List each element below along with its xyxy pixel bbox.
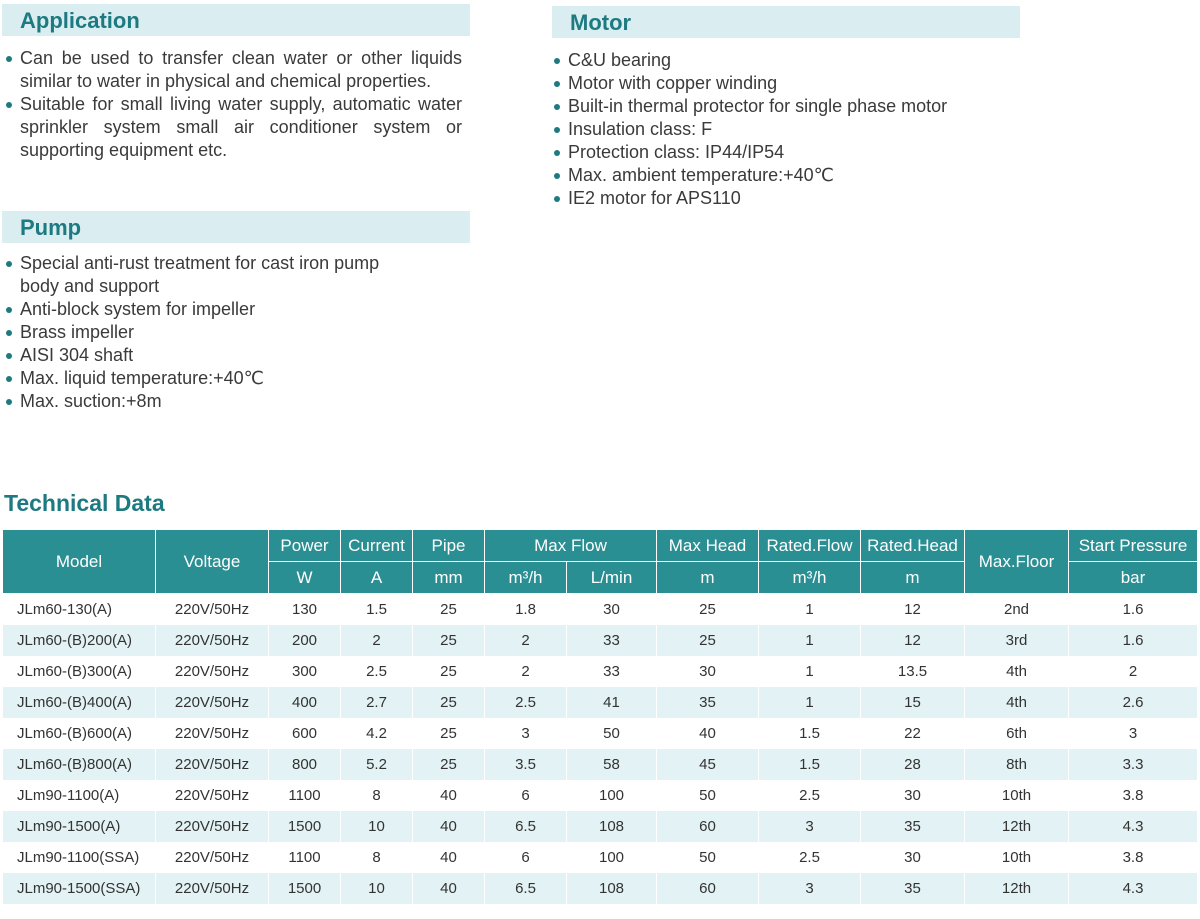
- pump-item: Anti-block system for impeller: [6, 298, 416, 321]
- cell-voltage: 220V/50Hz: [156, 625, 269, 656]
- technical-data-table: [2, 529, 1198, 904]
- header-voltage: Voltage: [156, 530, 269, 594]
- bullet-icon: [6, 102, 12, 108]
- cell-flow-lmin: 108: [567, 811, 657, 842]
- cell-voltage: 220V/50Hz: [156, 687, 269, 718]
- cell-start-pressure: 4.3: [1069, 873, 1198, 904]
- cell-pipe: 40: [413, 811, 485, 842]
- table-row: [3, 873, 1198, 904]
- table-row: [3, 718, 1198, 749]
- cell-max-head: 50: [657, 842, 759, 873]
- motor-item: Built-in thermal protector for single phase motor: [554, 95, 1014, 118]
- bullet-icon: [554, 81, 560, 87]
- bullet-icon: [554, 173, 560, 179]
- bullet-icon: [554, 127, 560, 133]
- cell-current: 2: [341, 625, 413, 656]
- cell-pipe: 25: [413, 749, 485, 780]
- cell-current: 5.2: [341, 749, 413, 780]
- cell-max-head: 50: [657, 780, 759, 811]
- cell-max-head: 25: [657, 594, 759, 626]
- cell-pipe: 40: [413, 842, 485, 873]
- cell-rated-flow: 2.5: [759, 780, 861, 811]
- cell-model: JLm90-1500(SSA): [3, 873, 156, 904]
- header-rated-head: Rated.Head: [861, 530, 965, 562]
- motor-item: Motor with copper winding: [554, 72, 1014, 95]
- bullet-icon: [6, 376, 12, 382]
- pump-item: Max. liquid temperature:+40℃: [6, 367, 416, 390]
- cell-rated-head: 30: [861, 842, 965, 873]
- cell-start-pressure: 1.6: [1069, 625, 1198, 656]
- cell-rated-flow: 1: [759, 625, 861, 656]
- cell-model: JLm60-(B)200(A): [3, 625, 156, 656]
- cell-max-floor: 2nd: [965, 594, 1069, 626]
- cell-voltage: 220V/50Hz: [156, 842, 269, 873]
- cell-pipe: 25: [413, 625, 485, 656]
- header-start-pressure: Start Pressure: [1069, 530, 1198, 562]
- table-row: [3, 656, 1198, 687]
- cell-rated-flow: 2.5: [759, 842, 861, 873]
- cell-flow-m3h: 6.5: [485, 873, 567, 904]
- table-row: [3, 749, 1198, 780]
- cell-max-floor: 10th: [965, 780, 1069, 811]
- pump-item: AISI 304 shaft: [6, 344, 416, 367]
- pump-title: Pump: [20, 215, 82, 240]
- cell-max-floor: 3rd: [965, 625, 1069, 656]
- motor-item: IE2 motor for APS110: [554, 187, 1014, 210]
- cell-rated-flow: 1.5: [759, 718, 861, 749]
- table-row: [3, 625, 1198, 656]
- motor-title: Motor: [570, 10, 632, 35]
- cell-flow-lmin: 33: [567, 656, 657, 687]
- unit-max-head: m: [657, 562, 759, 594]
- cell-power: 1500: [269, 873, 341, 904]
- cell-flow-lmin: 33: [567, 625, 657, 656]
- unit-power: W: [269, 562, 341, 594]
- header-power: Power: [269, 530, 341, 562]
- cell-current: 8: [341, 780, 413, 811]
- cell-current: 1.5: [341, 594, 413, 626]
- cell-flow-m3h: 2: [485, 625, 567, 656]
- cell-pipe: 25: [413, 687, 485, 718]
- cell-pipe: 25: [413, 718, 485, 749]
- cell-pipe: 40: [413, 873, 485, 904]
- cell-rated-head: 15: [861, 687, 965, 718]
- cell-flow-lmin: 108: [567, 873, 657, 904]
- cell-current: 2.7: [341, 687, 413, 718]
- cell-flow-m3h: 6.5: [485, 811, 567, 842]
- cell-start-pressure: 3.8: [1069, 842, 1198, 873]
- cell-max-head: 35: [657, 687, 759, 718]
- header-max-floor: Max.Floor: [965, 530, 1069, 594]
- cell-max-head: 25: [657, 625, 759, 656]
- cell-max-floor: 4th: [965, 687, 1069, 718]
- cell-max-floor: 12th: [965, 811, 1069, 842]
- application-item: Can be used to transfer clean water or other liquids similar to water in physical and chemical properties.: [6, 47, 462, 93]
- table-row: [3, 594, 1198, 626]
- cell-max-head: 45: [657, 749, 759, 780]
- cell-model: JLm90-1500(A): [3, 811, 156, 842]
- cell-max-floor: 6th: [965, 718, 1069, 749]
- application-header-bar: [2, 4, 470, 36]
- application-list: [6, 47, 462, 162]
- cell-power: 1500: [269, 811, 341, 842]
- cell-rated-flow: 3: [759, 873, 861, 904]
- cell-power: 400: [269, 687, 341, 718]
- cell-start-pressure: 3.3: [1069, 749, 1198, 780]
- pump-item: Special anti-rust treatment for cast iron pump body and support: [6, 252, 416, 298]
- cell-flow-lmin: 30: [567, 594, 657, 626]
- cell-model: JLm60-(B)800(A): [3, 749, 156, 780]
- header-max-head: Max Head: [657, 530, 759, 562]
- unit-start-pressure: bar: [1069, 562, 1198, 594]
- cell-rated-flow: 1: [759, 687, 861, 718]
- cell-flow-lmin: 41: [567, 687, 657, 718]
- header-rated-flow: Rated.Flow: [759, 530, 861, 562]
- cell-current: 10: [341, 811, 413, 842]
- cell-max-floor: 4th: [965, 656, 1069, 687]
- cell-model: JLm90-1100(A): [3, 780, 156, 811]
- bullet-icon: [6, 353, 12, 359]
- cell-rated-head: 30: [861, 780, 965, 811]
- cell-pipe: 25: [413, 656, 485, 687]
- motor-item: Insulation class: F: [554, 118, 1014, 141]
- motor-item: Protection class: IP44/IP54: [554, 141, 1014, 164]
- cell-voltage: 220V/50Hz: [156, 873, 269, 904]
- bullet-icon: [6, 307, 12, 313]
- cell-current: 8: [341, 842, 413, 873]
- unit-flow-lmin: L/min: [567, 562, 657, 594]
- cell-max-head: 30: [657, 656, 759, 687]
- cell-rated-head: 28: [861, 749, 965, 780]
- cell-rated-head: 22: [861, 718, 965, 749]
- cell-rated-head: 35: [861, 811, 965, 842]
- bullet-icon: [6, 56, 12, 62]
- bullet-icon: [554, 58, 560, 64]
- motor-item: Max. ambient temperature:+40℃: [554, 164, 1014, 187]
- cell-flow-lmin: 58: [567, 749, 657, 780]
- cell-rated-flow: 3: [759, 811, 861, 842]
- cell-flow-m3h: 1.8: [485, 594, 567, 626]
- cell-start-pressure: 2: [1069, 656, 1198, 687]
- cell-voltage: 220V/50Hz: [156, 718, 269, 749]
- application-title: Application: [20, 8, 140, 33]
- cell-voltage: 220V/50Hz: [156, 594, 269, 626]
- cell-model: JLm60-130(A): [3, 594, 156, 626]
- cell-voltage: 220V/50Hz: [156, 749, 269, 780]
- bullet-icon: [6, 261, 12, 267]
- cell-pipe: 25: [413, 594, 485, 626]
- cell-rated-flow: 1.5: [759, 749, 861, 780]
- table-header-row: [3, 530, 1198, 562]
- cell-model: JLm60-(B)300(A): [3, 656, 156, 687]
- header-current: Current: [341, 530, 413, 562]
- cell-flow-m3h: 3.5: [485, 749, 567, 780]
- cell-start-pressure: 4.3: [1069, 811, 1198, 842]
- cell-max-floor: 8th: [965, 749, 1069, 780]
- table-row: [3, 780, 1198, 811]
- motor-header-bar: [552, 6, 1020, 38]
- bullet-icon: [554, 104, 560, 110]
- motor-item: C&U bearing: [554, 49, 1014, 72]
- cell-flow-lmin: 50: [567, 718, 657, 749]
- cell-flow-m3h: 2.5: [485, 687, 567, 718]
- unit-rated-flow: m³/h: [759, 562, 861, 594]
- cell-power: 1100: [269, 842, 341, 873]
- cell-flow-m3h: 3: [485, 718, 567, 749]
- cell-flow-m3h: 6: [485, 842, 567, 873]
- header-model: Model: [3, 530, 156, 594]
- cell-current: 10: [341, 873, 413, 904]
- cell-rated-head: 13.5: [861, 656, 965, 687]
- cell-power: 1100: [269, 780, 341, 811]
- cell-current: 2.5: [341, 656, 413, 687]
- cell-model: JLm60-(B)600(A): [3, 718, 156, 749]
- cell-voltage: 220V/50Hz: [156, 811, 269, 842]
- cell-current: 4.2: [341, 718, 413, 749]
- unit-pipe: mm: [413, 562, 485, 594]
- cell-power: 200: [269, 625, 341, 656]
- cell-model: JLm60-(B)400(A): [3, 687, 156, 718]
- cell-flow-m3h: 6: [485, 780, 567, 811]
- cell-rated-flow: 1: [759, 656, 861, 687]
- cell-max-head: 60: [657, 873, 759, 904]
- cell-power: 800: [269, 749, 341, 780]
- cell-max-head: 40: [657, 718, 759, 749]
- pump-list: [6, 252, 416, 413]
- cell-flow-m3h: 2: [485, 656, 567, 687]
- cell-rated-head: 12: [861, 594, 965, 626]
- cell-rated-flow: 1: [759, 594, 861, 626]
- bullet-icon: [554, 196, 560, 202]
- cell-rated-head: 35: [861, 873, 965, 904]
- cell-max-head: 60: [657, 811, 759, 842]
- cell-model: JLm90-1100(SSA): [3, 842, 156, 873]
- cell-rated-head: 12: [861, 625, 965, 656]
- unit-rated-head: m: [861, 562, 965, 594]
- application-item: Suitable for small living water supply, automatic water sprinkler system small air conditioner system or supporting equipment etc.: [6, 93, 462, 162]
- cell-flow-lmin: 100: [567, 842, 657, 873]
- table-body: [3, 594, 1198, 905]
- bullet-icon: [6, 399, 12, 405]
- cell-start-pressure: 2.6: [1069, 687, 1198, 718]
- motor-list: [554, 49, 1014, 210]
- cell-max-floor: 10th: [965, 842, 1069, 873]
- cell-flow-lmin: 100: [567, 780, 657, 811]
- cell-voltage: 220V/50Hz: [156, 780, 269, 811]
- header-pipe: Pipe: [413, 530, 485, 562]
- cell-start-pressure: 1.6: [1069, 594, 1198, 626]
- unit-current: A: [341, 562, 413, 594]
- cell-power: 300: [269, 656, 341, 687]
- table-row: [3, 811, 1198, 842]
- bullet-icon: [554, 150, 560, 156]
- pump-item: Max. suction:+8m: [6, 390, 416, 413]
- pump-header-bar: [2, 211, 470, 243]
- table-row: [3, 687, 1198, 718]
- cell-voltage: 220V/50Hz: [156, 656, 269, 687]
- bullet-icon: [6, 330, 12, 336]
- cell-start-pressure: 3: [1069, 718, 1198, 749]
- technical-data-title: Technical Data: [4, 490, 165, 516]
- pump-item: Brass impeller: [6, 321, 416, 344]
- cell-max-floor: 12th: [965, 873, 1069, 904]
- table-row: [3, 842, 1198, 873]
- header-max-flow: Max Flow: [485, 530, 657, 562]
- cell-start-pressure: 3.8: [1069, 780, 1198, 811]
- cell-power: 130: [269, 594, 341, 626]
- cell-power: 600: [269, 718, 341, 749]
- cell-pipe: 40: [413, 780, 485, 811]
- unit-flow-m3h: m³/h: [485, 562, 567, 594]
